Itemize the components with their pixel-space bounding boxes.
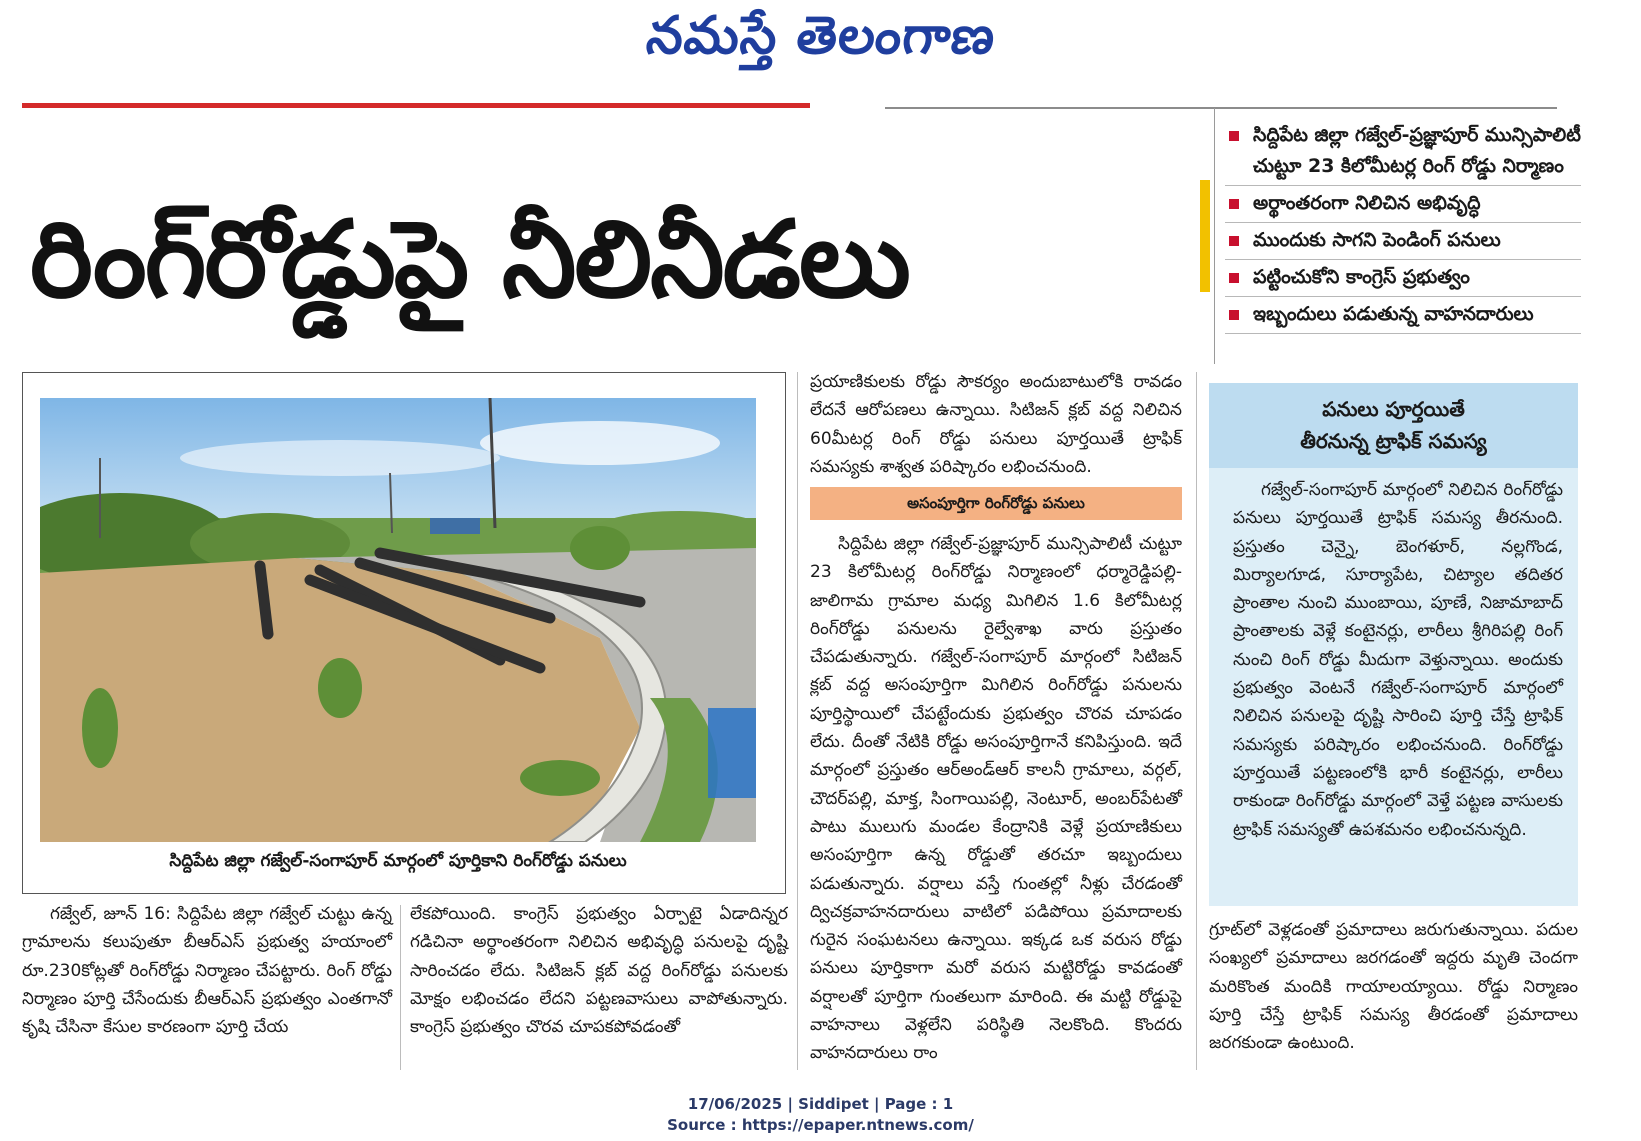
red-square-bullet-icon: [1229, 310, 1239, 320]
column-divider: [400, 905, 401, 1070]
highlight-item: [1225, 223, 1581, 260]
highlight-text: ముందుకు సాగని పెండింగ్‌ పనులు: [1253, 229, 1501, 251]
article-col-main: సిద్దిపేట జిల్లా గజ్వేల్‌-ప్రజ్ఞాపూర్‌ మున్సిపాలిటీ చుట్టూ 23 కిలోమీటర్ల రింగ్‌రోడ్డు నిర్మాణంలో ధర్మారెడ్డిపల్లి-జాలిగామ గ్రామాల మధ్య మిగిలిన 1.6 కిలోమీటర్ల రింగ్‌రోడ్డు పనులను రైల్వేశాఖ వారు ప్రస్తుతం చేపడుతున్నారు. గజ్వేల్‌-సంగాపూర్‌ మార్గంలో సిటిజన్‌ క్లబ్‌ వద్ద అసంపూర్తిగా మిగిలిన రింగ్‌రోడ్డు పనులను పూర్తిస్థాయిలో చేపట్టేందుకు ప్రభుత్వం చొరవ చూపడం లేదు. దీంతో నేటికి రోడ్డు అసంపూర్తిగానే కనిపిస్తుంది. ఇదే మార్గంలో ప్రస్తుతం ఆర్‌అండ్‌ఆర్‌ కాలనీ గ్రామాలు, వర్గల్‌, చౌదర్‌పల్లి, మాక్త, సింగాయిపల్లి, నెంటూర్‌, అంబర్‌పేటతో పాటు ములుగు మండల కేంద్రానికి వెళ్లే ప్రయాణికులు అసంపూర్తిగా ఉన్న రోడ్డుతో తరచూ ఇబ్బందులు పడుతున్నారు. వర్షాలు వస్తే గుంతల్లో నీళ్లు చేరడంతో ద్విచక్రవాహనదారులు వాటిలో పడిపోయి ప్రమాదాలకు గురైన సంఘటనలు ఉన్నాయి. ఇక్కడ ఒక వరుస రోడ్డు పనులు పూర్తికాగా మరో వరుస మట్టిరోడ్డు కావడంతో వర్షాలతో పూర్తిగా గుంతలుగా మారింది. ఈ మట్టి రోడ్డుపై వాహనాలు వెళ్లలేని పరిస్థితి నెలకొంది. కొందరు వాహనదారులు రాం: [810, 534, 1182, 1064]
red-square-bullet-icon: [1229, 236, 1239, 246]
red-square-bullet-icon: [1229, 131, 1239, 141]
highlight-item: [1225, 297, 1581, 334]
highlight-item: [1225, 118, 1581, 186]
article-col-top: ప్రయాణికులకు రోడ్డు సౌకర్యం అందుబాటులోకి రావడం లేదనే ఆరోపణలు ఉన్నాయి. సిటిజన్‌ క్లబ్‌ వద్ద నిలిచిన 60మీటర్ల రింగ్‌ రోడ్డు పనులు పూర్తయితే ట్రాఫిక్‌ సమస్యకు శాశ్వత పరిష్కారం లభించనుంది.: [810, 372, 1182, 477]
sidebar-title-line2: తీరనున్న ట్రాఫిక్‌ సమస్య: [1300, 429, 1487, 453]
highlight-text: ఇబ్బందులు పడుతున్న వాహనదారులు: [1253, 303, 1534, 325]
footer-source: Source : https://epaper.ntnews.com/: [667, 1116, 974, 1134]
highlights-box: [1214, 108, 1581, 364]
column-divider: [797, 372, 798, 1070]
article-subhead: అసంపూర్తిగా రింగ్‌రోడ్డు పనులు: [810, 487, 1182, 520]
red-square-bullet-icon: [1229, 199, 1239, 209]
headline-accent-bar: [1200, 180, 1210, 292]
masthead-logo: నమస్తే తెలంగాణ: [643, 6, 999, 66]
highlights-list: [1215, 108, 1581, 334]
top-red-rule: [22, 103, 810, 108]
road-photo: [40, 398, 756, 842]
highlight-item: [1225, 186, 1581, 223]
highlight-text: అర్థాంతరంగా నిలిచిన అభివృద్ధి: [1253, 192, 1481, 214]
sidebar-title-line1: పనులు పూర్తయితే: [1322, 397, 1465, 421]
footer-dateline: 17/06/2025 | Siddipet | Page : 1: [687, 1095, 954, 1113]
sidebar-title: [1209, 383, 1578, 468]
column-divider: [1196, 372, 1197, 1070]
headline: రింగ్‌రోడ్డుపై నీలినీడలు: [30, 198, 909, 321]
article-col-left: గజ్వేల్‌, జూన్‌ 16: సిద్దిపేట జిల్లా గజ్వేల్‌ చుట్టు ఉన్న గ్రామాలను కలుపుతూ బీఆర్‌ఎస్‌ ప్రభుత్వ హయాంలో రూ.230కోట్లతో రింగ్‌రోడ్డు నిర్మాణం చేపట్టారు. రింగ్‌ రోడ్డు నిర్మాణం పూర్తి చేసేందుకు బీఆర్‌ఎస్‌ ప్రభుత్వం ఎంతగానో కృషి చేసినా కేసుల కారణంగా పూర్తి చేయ: [22, 904, 392, 1038]
sidebar-body: గజ్వేల్‌-సంగాపూర్‌ మార్గంలో నిలిచిన రింగ్‌రోడ్డు పనులు పూర్తయితే ట్రాఫిక్‌ సమస్య తీరనుంది. ప్రస్తుతం చెన్నై, బెంగళూర్‌, నల్లగొండ, మిర్యాలగూడ, సూర్యాపేట, చిట్యాల తదితర ప్రాంతాల నుంచి ముంబాయి, పూణే, నిజామాబాద్‌ ప్రాంతాలకు వెళ్లే కంటైనర్లు, లారీలు శ్రీగిరిపల్లి రింగ్‌ నుంచి రింగ్‌ రోడ్డు మీదుగా వెళ్తున్నాయి. అందుకు ప్రభుత్వం వెంటనే గజ్వేల్‌-సంగాపూర్‌ మార్గంలో నిలిచిన పనులపై దృష్టి సారించి పూర్తి చేస్తే ట్రాఫిక్‌ సమస్యకు పరిష్కారం లభించనుంది. రింగ్‌రోడ్డు పూర్తయితే పట్టణంలోకి భారీ కంటైనర్లు, లారీలు రాకుండా రింగ్‌రోడ్డు మార్గంలో వెళ్తే పట్టణ వాసులకు ట్రాఫిక్‌ సమస్యతో ఉపశమనం లభించనున్నది.: [1233, 480, 1563, 840]
highlight-text: పట్టించుకోని కాంగ్రెస్‌ ప్రభుత్వం: [1253, 266, 1470, 288]
photo-caption: సిద్దిపేట జిల్లా గజ్వేల్‌-సంగాపూర్‌ మార్గంలో పూర్తికాని రింగ్‌రోడ్డు పనులు: [169, 851, 627, 871]
article-col-right-bottom: గ్రూట్‌లో వెళ్లడంతో ప్రమాదాలు జరుగుతున్నాయి. పదుల సంఖ్యలో ప్రమాదాలు జరగడంతో ఇద్దరు మృతి చెందగా మరికొంత మందికి గాయాలయ్యాయి. రోడ్డు నిర్మాణం పూర్తి చేస్తే ట్రాఫిక్‌ సమస్య తీరడంతో ప్రమాదాలు జరగకుండా ఉంటుంది.: [1209, 920, 1578, 1054]
highlight-item: [1225, 260, 1581, 297]
highlight-text: సిద్దిపేట జిల్లా గజ్వేల్‌-ప్రజ్ఞాపూర్‌ మున్సిపాలిటీ చుట్టూ 23 కిలోమీటర్ల రింగ్‌ రోడ్డు నిర్మాణం: [1253, 124, 1581, 177]
red-square-bullet-icon: [1229, 273, 1239, 283]
article-col-mid: లేకపోయింది. కాంగ్రెస్‌ ప్రభుత్వం ఏర్పాటై ఏడాదిన్నర గడిచినా అర్థాంతరంగా నిలిచిన అభివృద్ధి పనులపై దృష్టి సారించడం లేదు. సిటిజన్‌ క్లబ్‌ వద్ద రింగ్‌రోడ్డు పనులకు మోక్షం లభించడం లేదని పట్టణవాసులు వాపోతున్నారు. కాంగ్రెస్‌ ప్రభుత్వం చొరవ చూపకపోవడంతో: [410, 904, 788, 1038]
